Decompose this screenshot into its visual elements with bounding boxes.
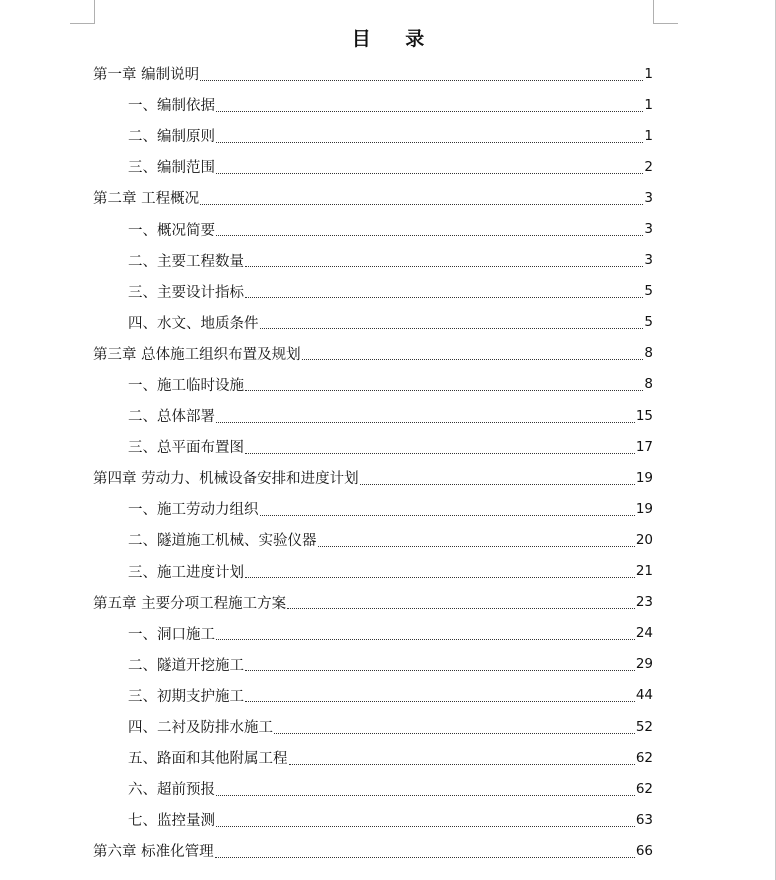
toc-entry-text: 四、水文、地质条件	[128, 315, 259, 332]
dot-leader	[216, 141, 643, 143]
toc-page-number: 62	[635, 749, 653, 766]
toc-entry-text: 七、监控量测	[128, 813, 215, 830]
toc-section-entry[interactable]	[93, 431, 653, 462]
toc-section-entry[interactable]	[93, 711, 653, 742]
toc-page-number: 52	[635, 718, 653, 735]
toc-entry-text: 一、洞口施工	[128, 626, 215, 643]
toc-chapter-entry[interactable]	[93, 462, 653, 493]
table-of-contents	[93, 58, 653, 866]
toc-entry-text: 三、编制范围	[128, 160, 215, 177]
toc-page-number: 15	[635, 407, 653, 424]
toc-page-number: 2	[644, 158, 653, 175]
dot-leader	[245, 389, 643, 391]
dot-leader	[287, 607, 635, 609]
toc-entry-text: 二、主要工程数量	[128, 253, 244, 270]
toc-page-number: 44	[635, 687, 653, 704]
toc-entry-text: 第二章 工程概况	[93, 191, 200, 208]
toc-entry-text: 第五章 主要分项工程施工方案	[93, 595, 287, 612]
toc-chapter-entry[interactable]	[93, 182, 653, 213]
dot-leader	[216, 172, 643, 174]
toc-section-entry[interactable]	[93, 276, 653, 307]
toc-section-entry[interactable]	[93, 400, 653, 431]
toc-page-number: 19	[635, 500, 653, 517]
toc-section-entry[interactable]	[93, 773, 653, 804]
toc-entry-text: 第三章 总体施工组织布置及规划	[93, 346, 301, 363]
toc-section-entry[interactable]	[93, 680, 653, 711]
toc-section-entry[interactable]	[93, 307, 653, 338]
toc-entry-text: 第六章 标准化管理	[93, 844, 214, 861]
toc-page-number: 24	[635, 625, 653, 642]
toc-page-number: 29	[635, 656, 653, 673]
toc-section-entry[interactable]	[93, 151, 653, 182]
dot-leader	[200, 79, 643, 81]
dot-leader	[216, 110, 643, 112]
toc-chapter-entry[interactable]	[93, 58, 653, 89]
toc-entry-text: 二、隧道施工机械、实验仪器	[128, 533, 317, 550]
toc-page-number: 3	[644, 189, 653, 206]
toc-entry-text: 三、主要设计指标	[128, 284, 244, 301]
toc-page-number: 8	[644, 345, 653, 362]
toc-page-number: 66	[635, 842, 653, 859]
toc-entry-text: 五、路面和其他附属工程	[128, 751, 288, 768]
toc-page-number: 23	[635, 594, 653, 611]
toc-entry-text: 二、总体部署	[128, 409, 215, 426]
toc-section-entry[interactable]	[93, 120, 653, 151]
margin-corner-mark-top-right	[653, 0, 654, 24]
toc-entry-text: 一、编制依据	[128, 98, 215, 115]
toc-entry-text: 一、施工临时设施	[128, 377, 244, 394]
toc-page-number: 3	[644, 221, 653, 238]
toc-entry-text: 三、初期支护施工	[128, 688, 244, 705]
dot-leader	[216, 794, 635, 796]
toc-page-number: 17	[635, 438, 653, 455]
toc-title: 目 录	[351, 28, 439, 50]
toc-page-number: 1	[644, 127, 653, 144]
dot-leader	[216, 825, 635, 827]
toc-entry-text: 三、总平面布置图	[128, 440, 244, 457]
toc-section-entry[interactable]	[93, 804, 653, 835]
toc-entry-text: 第一章 编制说明	[93, 67, 200, 84]
dot-leader	[245, 700, 635, 702]
toc-page-number: 63	[635, 811, 653, 828]
toc-entry-text: 第四章 劳动力、机械设备安排和进度计划	[93, 471, 359, 488]
toc-chapter-entry[interactable]	[93, 338, 653, 369]
dot-leader	[302, 358, 644, 360]
toc-page-number: 1	[644, 96, 653, 113]
dot-leader	[216, 638, 635, 640]
toc-page-number: 1	[644, 65, 653, 82]
toc-section-entry[interactable]	[93, 245, 653, 276]
toc-section-entry[interactable]	[93, 89, 653, 120]
toc-entry-text: 四、二衬及防排水施工	[128, 720, 273, 737]
toc-chapter-entry[interactable]	[93, 835, 653, 866]
toc-chapter-entry[interactable]	[93, 587, 653, 618]
toc-page-number: 8	[644, 376, 653, 393]
dot-leader	[274, 732, 635, 734]
toc-page-number: 5	[644, 283, 653, 300]
dot-leader	[200, 203, 643, 205]
toc-section-entry[interactable]	[93, 618, 653, 649]
toc-section-entry[interactable]	[93, 493, 653, 524]
toc-page-number: 20	[635, 531, 653, 548]
dot-leader	[245, 669, 635, 671]
toc-entry-text: 二、编制原则	[128, 129, 215, 146]
dot-leader	[215, 856, 635, 858]
margin-corner-mark-top-left	[94, 0, 95, 24]
toc-section-entry[interactable]	[93, 742, 653, 773]
dot-leader	[360, 483, 635, 485]
toc-page-number: 19	[635, 469, 653, 486]
dot-leader	[245, 296, 643, 298]
toc-entry-text: 三、施工进度计划	[128, 564, 244, 581]
toc-page-number: 62	[635, 780, 653, 797]
dot-leader	[245, 576, 635, 578]
toc-entry-text: 一、概况简要	[128, 222, 215, 239]
dot-leader	[318, 545, 635, 547]
toc-page-number: 5	[644, 314, 653, 331]
dot-leader	[216, 421, 635, 423]
dot-leader	[260, 327, 644, 329]
toc-page-number: 3	[644, 252, 653, 269]
toc-section-entry[interactable]	[93, 369, 653, 400]
dot-leader	[260, 514, 635, 516]
toc-section-entry[interactable]	[93, 649, 653, 680]
toc-entry-text: 二、隧道开挖施工	[128, 657, 244, 674]
toc-page-number: 21	[635, 563, 653, 580]
toc-section-entry[interactable]	[93, 524, 653, 555]
dot-leader	[216, 234, 643, 236]
dot-leader	[289, 763, 635, 765]
toc-section-entry[interactable]	[93, 556, 653, 587]
dot-leader	[245, 265, 643, 267]
toc-section-entry[interactable]	[93, 213, 653, 244]
dot-leader	[245, 452, 635, 454]
toc-entry-text: 六、超前预报	[128, 782, 215, 799]
toc-entry-text: 一、施工劳动力组织	[128, 502, 259, 519]
